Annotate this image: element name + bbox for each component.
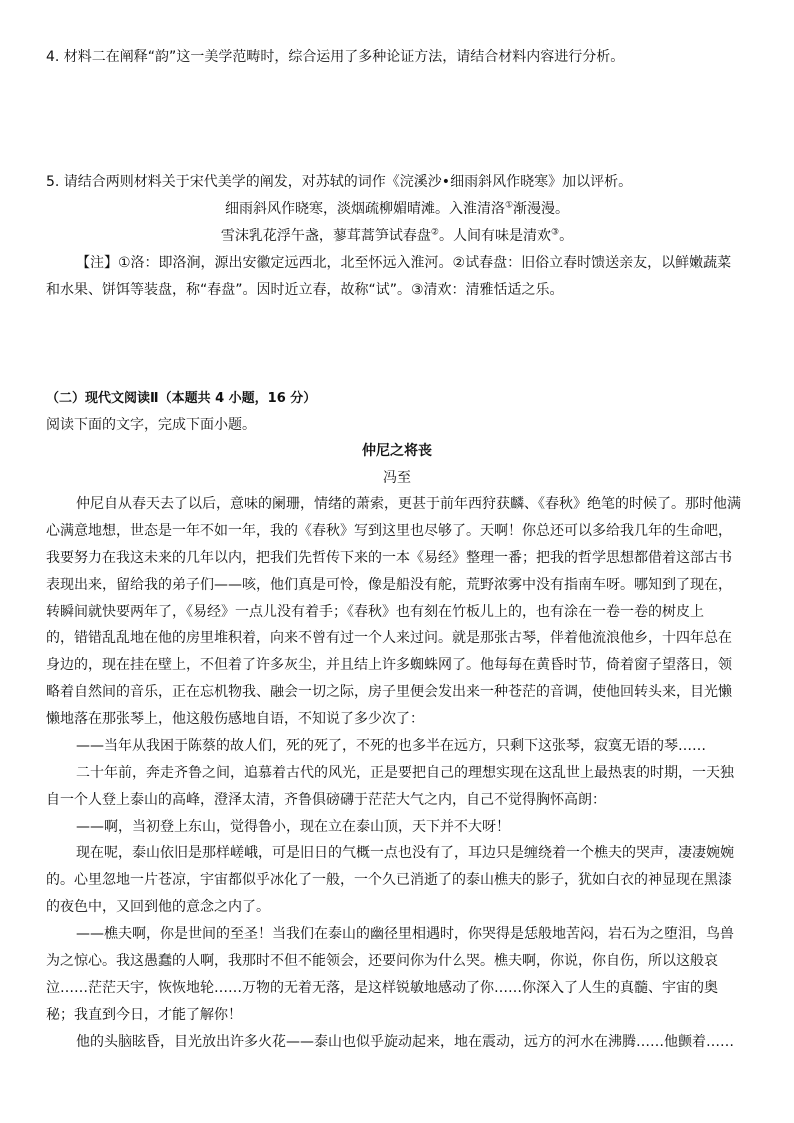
paragraph-line: 身边的，现在挂在壁上，不但着了许多灰尘，并且结上许多蜘蛛网了。他每每在黄昏时节，倚着窗子望落日，领 xyxy=(46,657,732,673)
paragraph-line: 二十年前，奔走齐鲁之间，追慕着古代的风光，正是要把自己的理想实现在这乱世上最热衷的时期，一天独 xyxy=(76,765,734,781)
poem-text: 渐漫漫。 xyxy=(513,201,570,217)
paragraph-line: ——啊，当初登上东山，觉得鲁小，现在立在泰山顶，天下并不大呀！ xyxy=(76,819,510,835)
article-author: 冯至 xyxy=(383,470,411,486)
paragraph-line: 泣……茫茫天宇，恢恢地轮……万物的无着无落，是这样锐敏地感动了你……你深入了人生的真髓、宇宙的奥 xyxy=(46,980,718,996)
paragraph-line: 略着自然间的音乐，正在忘机物我、融会一切之际，房子里便会发出来一种苍茫的音调，使他回转头来，目光懒 xyxy=(46,684,732,700)
paragraph-line: 我要努力在我这未来的几年以内，把我们先哲传下来的一本《易经》整理一番；把我的哲学思想都借着这部古书 xyxy=(46,550,732,566)
paragraph-line: 的夜色中，又回到他的意念之内了。 xyxy=(46,899,270,915)
question-5: 5. 请结合两则材料关于宋代美学的阐发，对苏轼的词作《浣溪沙•细雨斜风作晓寒》加以评析。 xyxy=(46,174,633,190)
paragraph-line: 心满意地想，世态是一年不如一年，我的《春秋》写到这里也尽够了。天啊！你总还可以多给我几年的生命吧， xyxy=(46,523,732,539)
poem-text: 雪沫乳花浮午盏，蓼茸蒿笋试春盘 xyxy=(220,228,431,244)
poem-line-1 xyxy=(0,199,794,219)
paragraph-line: 的，错错乱乱地在他的房里堆积着，向来不曾有过一个人来过问。就是那张古琴，伴着他流浪他乡，十四年总在 xyxy=(46,630,732,646)
note-line-1: 【注】①洛：即洛涧，源出安徽定远西北，北至怀远入淮河。②试春盘：旧俗立春时馈送亲友，以鲜嫩蔬菜 xyxy=(76,255,732,271)
paragraph-line: 表现出来，留给我的弟子们——咳，他们真是可怜，像是船没有舵，荒野浓雾中没有指南车呀。哪知到了现在， xyxy=(46,577,732,593)
question-4: 4. 材料二在阐释“韵”这一美学范畴时，综合运用了多种论证方法，请结合材料内容进行分析。 xyxy=(46,49,625,65)
poem-text: 。人间有味是清欢 xyxy=(439,228,551,244)
paragraph-line: 自一个人登上泰山的高峰，澄泽太清，齐鲁俱磅礴于茫茫大气之内，自己不觉得胸怀高朗： xyxy=(46,792,606,808)
note-line-2: 和水果、饼饵等装盘，称“春盘”。因时近立春，故称“试”。③清欢：清雅恬适之乐。 xyxy=(46,282,564,298)
paragraph-line: 他的头脑眩昏，目光放出许多火花——泰山也似乎旋动起来，地在震动，远方的河水在沸腾……他颤着…… xyxy=(76,1034,734,1050)
footnote-mark: ① xyxy=(504,200,514,211)
poem-text: 细雨斜风作晓寒，淡烟疏柳媚晴滩。入淮清洛 xyxy=(224,201,505,217)
footnote-mark: ③ xyxy=(551,227,560,238)
paragraph-line: 转瞬间就快要两年了，《易经》一点儿没有着手；《春秋》也有刻在竹板儿上的，也有涂在一卷一卷的树皮上 xyxy=(46,604,704,620)
section-header: （二）现代文阅读Ⅱ（本题共 4 小题，16 分） xyxy=(46,391,317,406)
paragraph-line: ——樵夫啊，你是世间的至圣！当我们在泰山的幽径里相遇时，你哭得是恁般地苦闷，岩石为之堕泪，鸟兽 xyxy=(76,926,734,942)
paragraph-line: 懒地落在那张琴上，他这般伤感地自语，不知说了多少次了： xyxy=(46,711,424,727)
paragraph-line: 的。心里忽地一片苍凉，宇宙都似乎冰化了一般，一个久已消逝了的泰山樵夫的影子，犹如白衣的神显现在黑漆 xyxy=(46,872,732,888)
poem-text: 。 xyxy=(559,228,574,244)
paragraph-line: 为之惊心。我这愚蠢的人啊，我那时不但不能领会，还要问你为什么哭。樵夫啊，你说，你自伤，所以这般哀 xyxy=(46,953,718,969)
paragraph-line: 现在呢，泰山依旧是那样嵯峨，可是旧日的气概一点也没有了，耳边只是缠绕着一个樵夫的哭声，凄凄婉婉 xyxy=(76,845,734,861)
paragraph-line: 仲尼自从春天去了以后，意味的阑珊，情绪的萧索，更甚于前年西狩获麟、《春秋》绝笔的时候了。那时他满 xyxy=(76,496,741,512)
poem-line-2 xyxy=(0,226,794,246)
paragraph-line: ——当年从我困于陈蔡的故人们，死的死了，不死的也多半在远方，只剩下这张琴，寂寞无语的琴…… xyxy=(76,738,706,754)
section-instruction: 阅读下面的文字，完成下面小题。 xyxy=(46,417,256,433)
paragraph-line: 秘；我直到今日，才能了解你！ xyxy=(46,1007,242,1023)
footnote-mark: ② xyxy=(430,227,439,238)
article-title: 仲尼之将丧 xyxy=(362,443,432,459)
